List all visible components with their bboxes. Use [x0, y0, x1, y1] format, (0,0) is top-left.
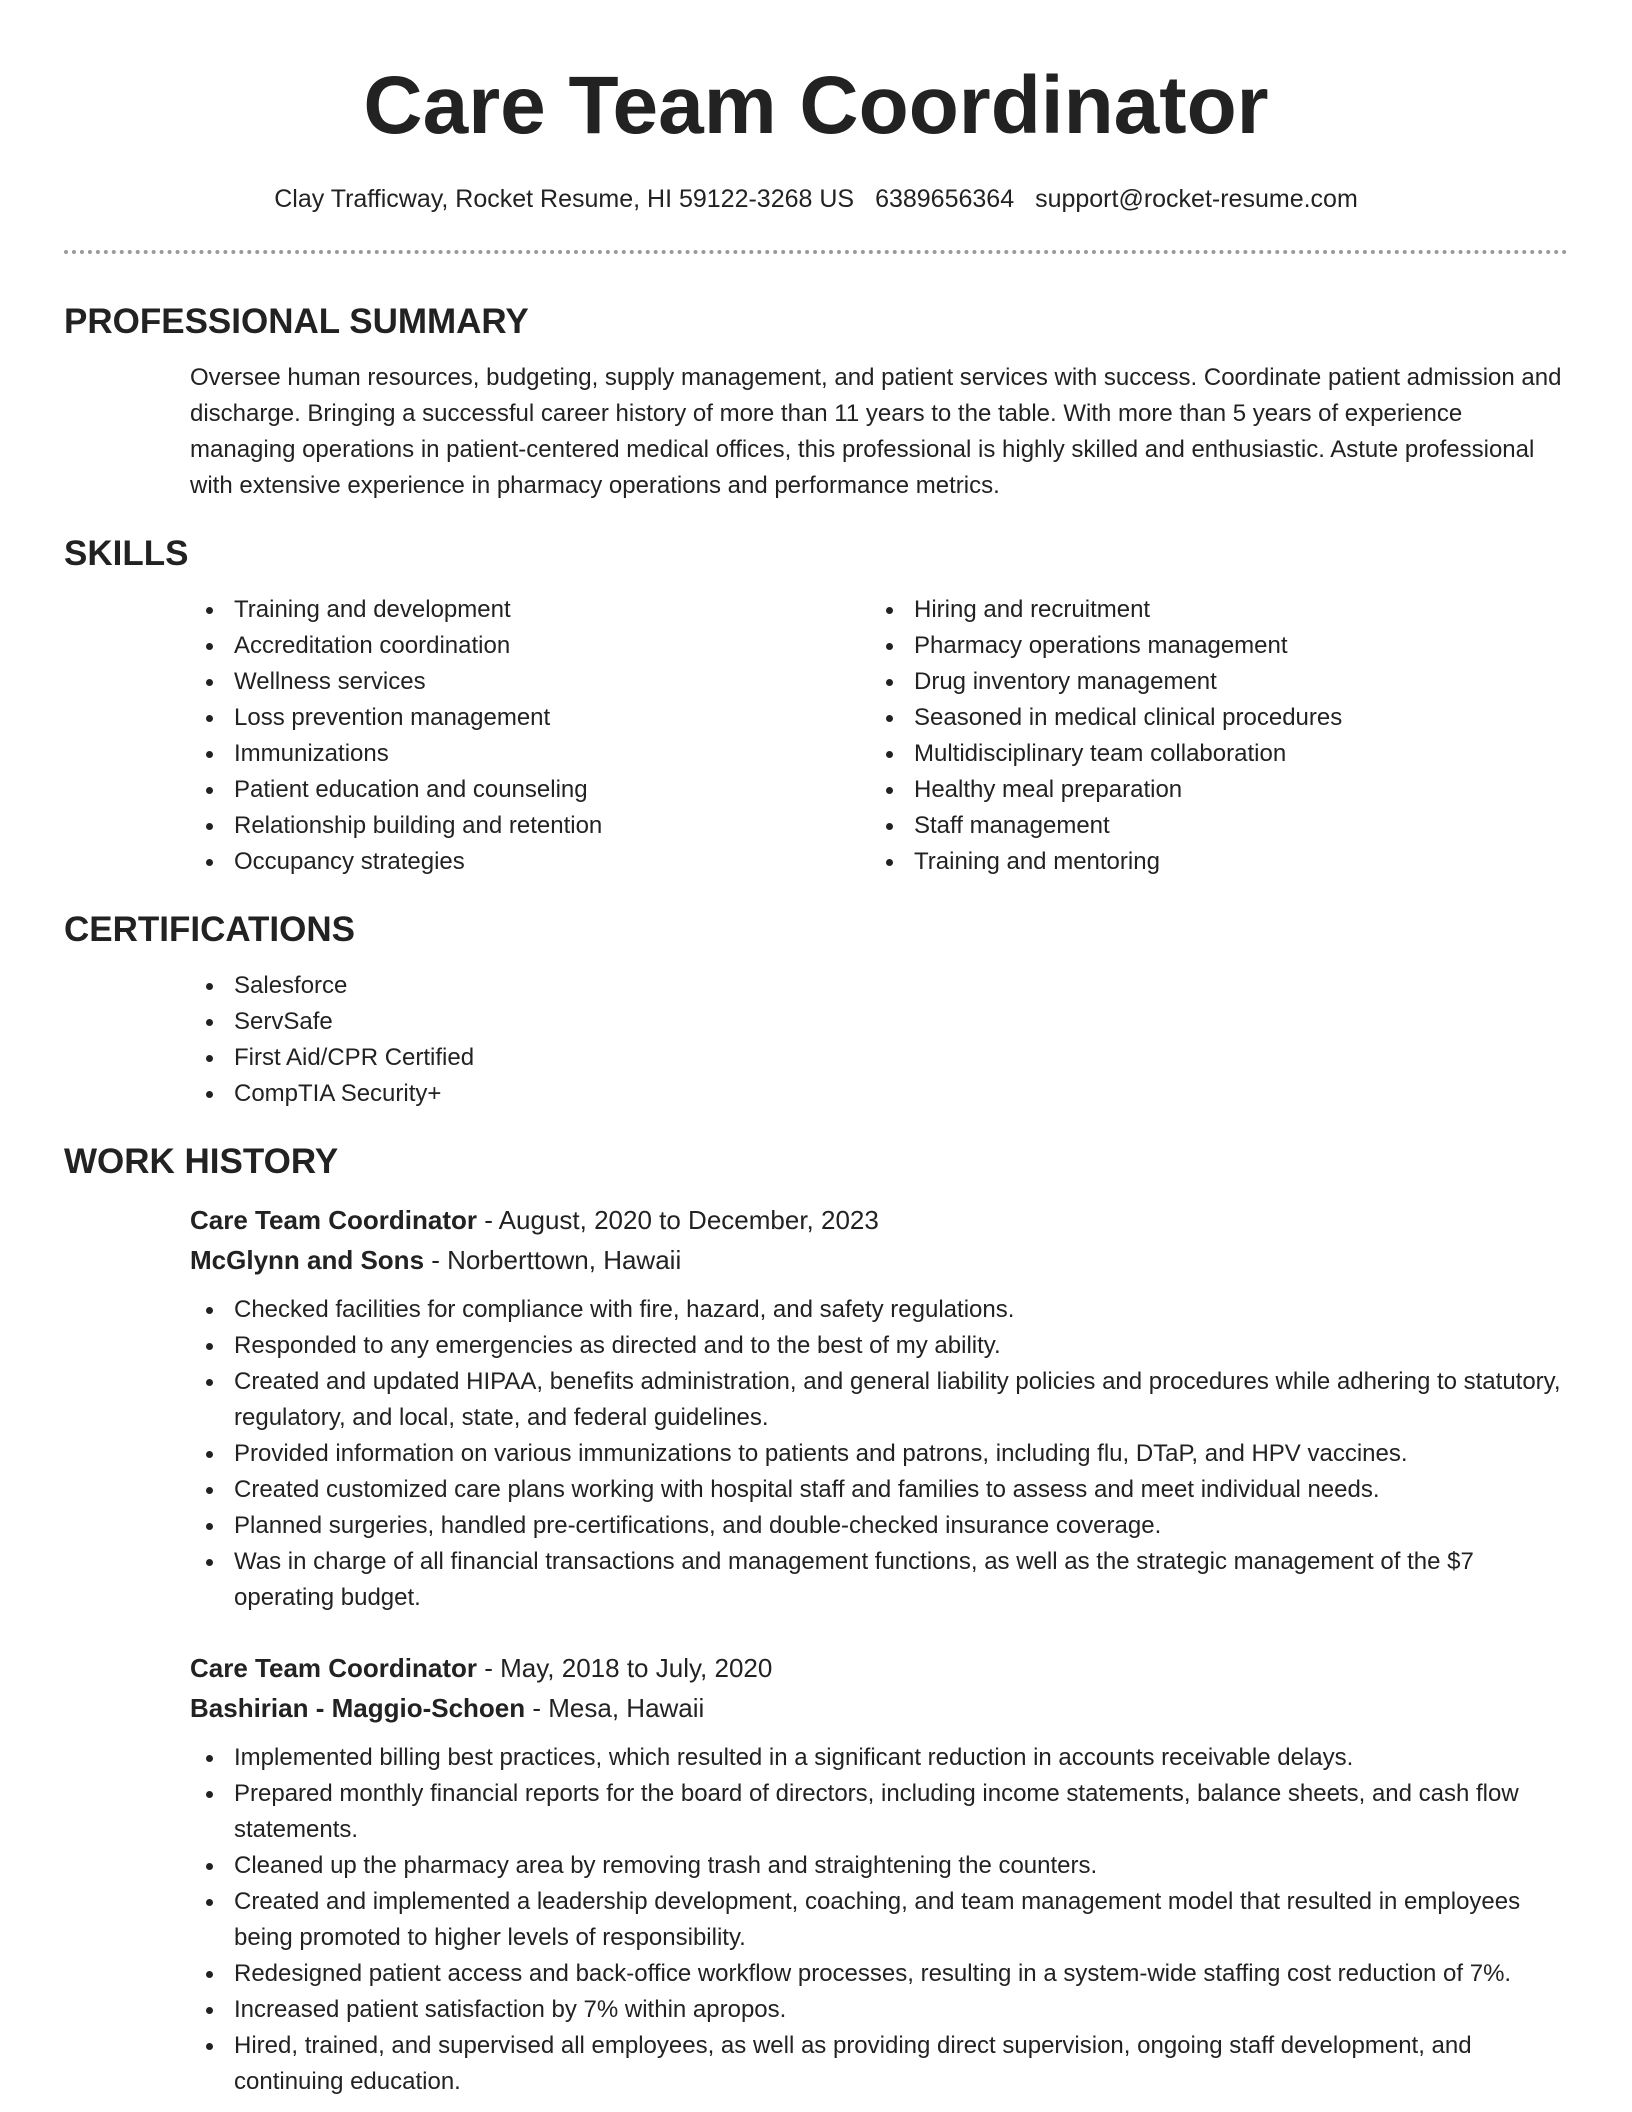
certification-item: First Aid/CPR Certified	[190, 1040, 1568, 1076]
skill-item: Immunizations	[190, 736, 870, 772]
skill-item: Accreditation coordination	[190, 628, 870, 664]
skill-item: Healthy meal preparation	[870, 772, 1550, 808]
header-divider	[64, 250, 1568, 254]
job-bullets	[190, 1740, 1568, 2100]
work-history-section	[64, 1140, 1568, 2100]
skill-item: Patient education and counseling	[190, 772, 870, 808]
skills-section	[64, 532, 1568, 880]
skill-item: Training and development	[190, 592, 870, 628]
job-role-line	[190, 1648, 1568, 1688]
skill-item: Pharmacy operations management	[870, 628, 1550, 664]
job-bullet: Created and updated HIPAA, benefits administration, and general liability policies and procedures while adhering to statutory, regulatory, and local, state, and federal guidelines.	[190, 1364, 1568, 1436]
contact-email: support@rocket-resume.com	[1035, 185, 1358, 213]
work-history-title: WORK HISTORY	[64, 1142, 339, 1181]
skill-item: Drug inventory management	[870, 664, 1550, 700]
certification-item: Salesforce	[190, 968, 1568, 1004]
job-location: - Mesa, Hawaii	[525, 1693, 705, 1723]
job-role: Care Team Coordinator	[190, 1205, 478, 1235]
job-bullet: Prepared monthly financial reports for the board of directors, including income statements, balance sheets, and cash flow statements.	[190, 1776, 1568, 1848]
skill-item: Hiring and recruitment	[870, 592, 1550, 628]
job-bullet: Planned surgeries, handled pre-certifications, and double-checked insurance coverage.	[190, 1508, 1568, 1544]
job-company: Bashirian - Maggio-Schoen	[190, 1693, 526, 1723]
job-location: - Norberttown, Hawaii	[424, 1245, 682, 1275]
skill-item: Relationship building and retention	[190, 808, 870, 844]
certifications-list	[190, 968, 1568, 1112]
job-company: McGlynn and Sons	[190, 1245, 425, 1275]
job-bullet: Cleaned up the pharmacy area by removing trash and straightening the counters.	[190, 1848, 1568, 1884]
skills-left-column	[190, 592, 870, 880]
summary-title: PROFESSIONAL SUMMARY	[64, 302, 529, 341]
job-bullet: Checked facilities for compliance with fire, hazard, and safety regulations.	[190, 1292, 1568, 1328]
skills-right-column	[870, 592, 1550, 880]
job-bullet: Provided information on various immunizations to patients and patrons, including flu, DTaP, and HPV vaccines.	[190, 1436, 1568, 1472]
skill-item: Multidisciplinary team collaboration	[870, 736, 1550, 772]
contact-address: Clay Trafficway, Rocket Resume, HI 59122-3268 US	[274, 185, 855, 213]
skill-item: Seasoned in medical clinical procedures	[870, 700, 1550, 736]
job-role: Care Team Coordinator	[190, 1653, 478, 1683]
summary-section	[64, 300, 1568, 504]
contact-phone: 6389656364	[875, 185, 1015, 213]
certification-item: ServSafe	[190, 1004, 1568, 1040]
skill-item: Occupancy strategies	[190, 844, 870, 880]
job-dates: - August, 2020 to December, 2023	[477, 1205, 879, 1235]
skills-grid	[64, 592, 1568, 880]
job-company-line	[190, 1240, 1568, 1280]
job-bullet: Hired, trained, and supervised all employees, as well as providing direct supervision, ongoing staff development, and continuing education.	[190, 2028, 1568, 2100]
job-entry	[190, 1200, 1568, 1616]
contact-line	[0, 183, 1632, 215]
job-bullets	[190, 1292, 1568, 1616]
candidate-name: Care Team Coordinator	[363, 60, 1269, 151]
skills-title: SKILLS	[64, 534, 189, 573]
resume-content	[64, 300, 1568, 2112]
certifications-section	[64, 908, 1568, 1112]
job-bullet: Responded to any emergencies as directed and to the best of my ability.	[190, 1328, 1568, 1364]
certification-item: CompTIA Security+	[190, 1076, 1568, 1112]
skill-item: Staff management	[870, 808, 1550, 844]
summary-text: Oversee human resources, budgeting, supply management, and patient services with success. Coordinate patient admission and discharge. Bringing a successful career history of more than 11 years to the table. With more than 5 years of experience managing operations in patient-centered medical offices, this professional is highly skilled and enthusiastic. Astute professional with extensive experience in pharmacy operations and performance metrics.	[190, 364, 1562, 499]
skill-item: Loss prevention management	[190, 700, 870, 736]
skill-item: Training and mentoring	[870, 844, 1550, 880]
certifications-title: CERTIFICATIONS	[64, 910, 356, 949]
job-bullet: Implemented billing best practices, which resulted in a significant reduction in accounts receivable delays.	[190, 1740, 1568, 1776]
job-bullet: Created customized care plans working with hospital staff and families to assess and meet individual needs.	[190, 1472, 1568, 1508]
job-role-line	[190, 1200, 1568, 1240]
job-bullet: Redesigned patient access and back-office workflow processes, resulting in a system-wide staffing cost reduction of 7%.	[190, 1956, 1568, 1992]
skill-item: Wellness services	[190, 664, 870, 700]
job-entry	[190, 1648, 1568, 2100]
job-bullet: Was in charge of all financial transactions and management functions, as well as the strategic management of the $7 operating budget.	[190, 1544, 1568, 1616]
job-dates: - May, 2018 to July, 2020	[477, 1653, 773, 1683]
job-bullet: Created and implemented a leadership development, coaching, and team management model that resulted in employees being promoted to higher levels of responsibility.	[190, 1884, 1568, 1956]
job-company-line	[190, 1688, 1568, 1728]
job-bullet: Increased patient satisfaction by 7% within apropos.	[190, 1992, 1568, 2028]
